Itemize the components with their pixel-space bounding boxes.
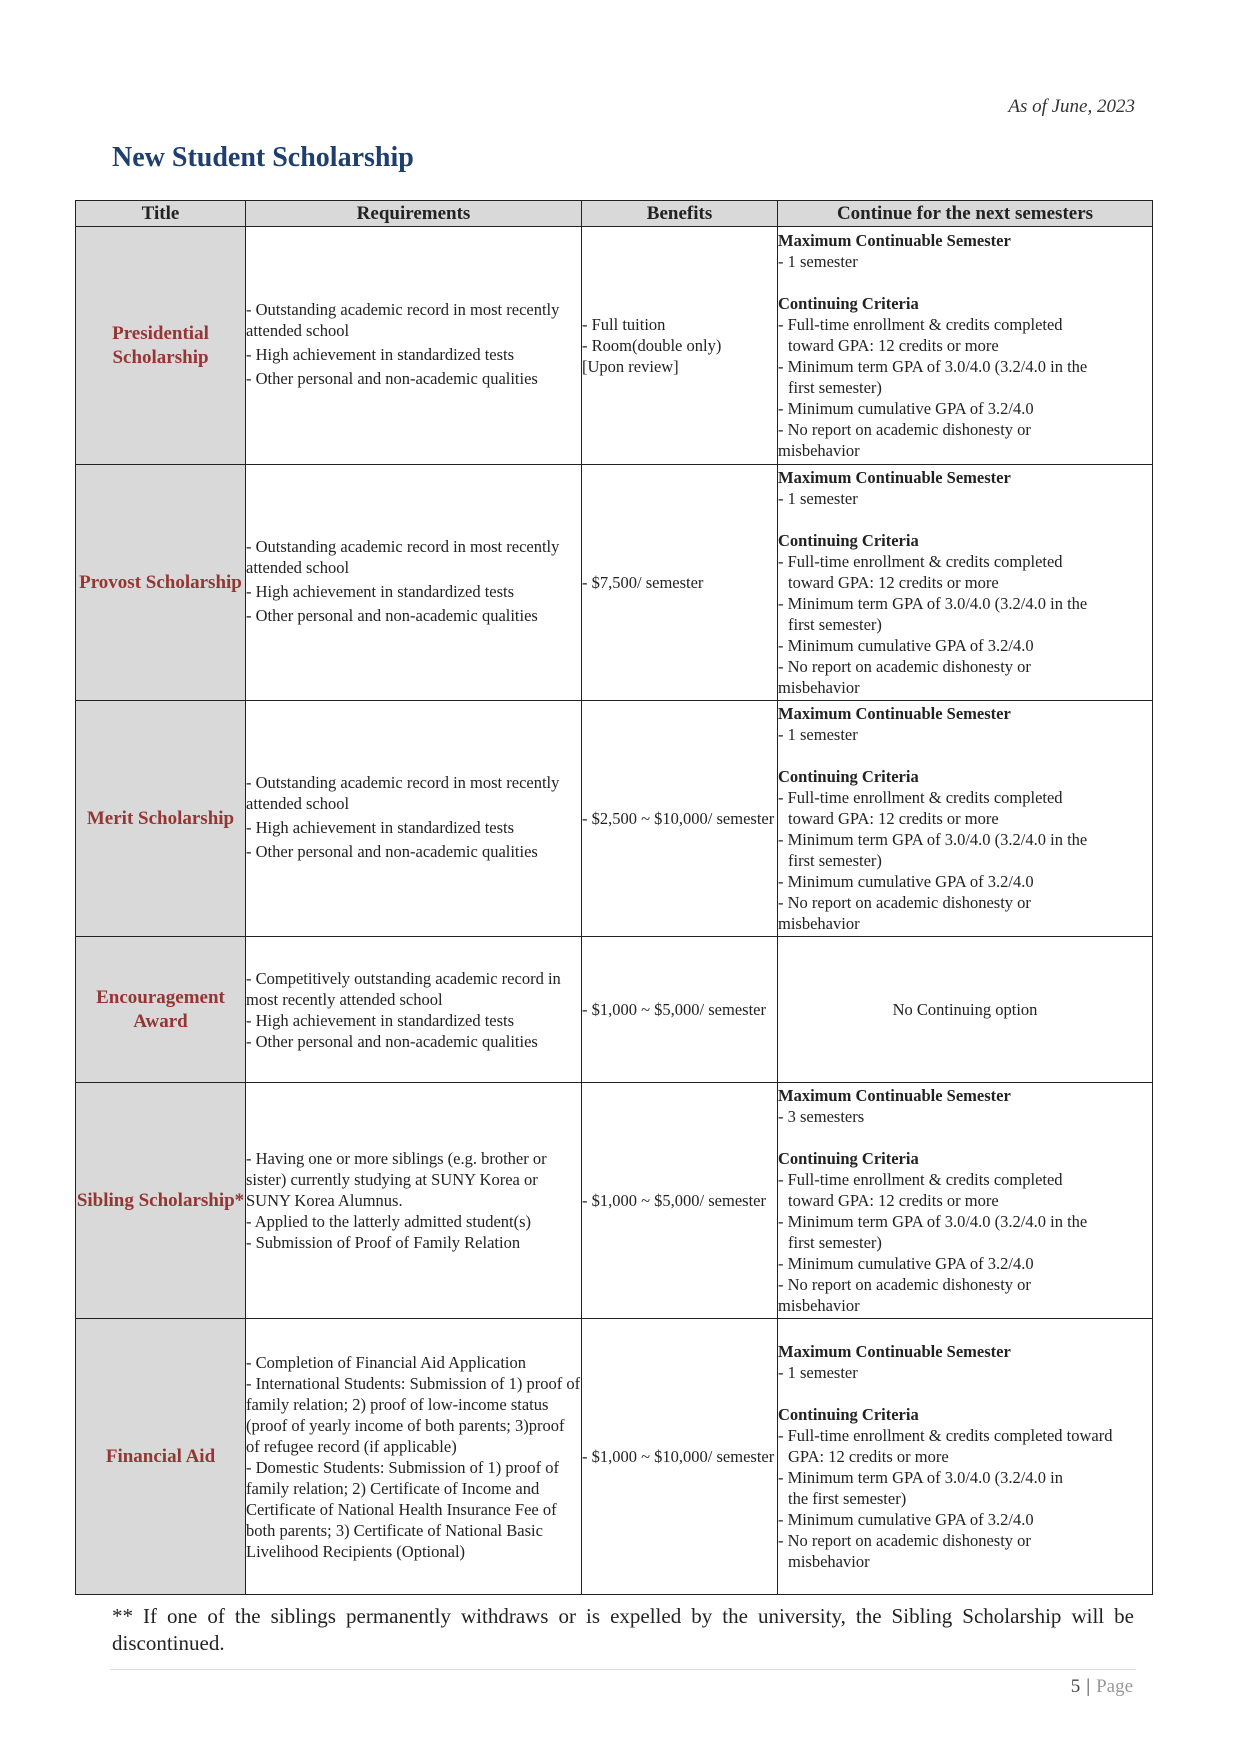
requirement-item: - Applied to the latterly admitted student(s) — [246, 1212, 532, 1231]
requirement-item: - Other personal and non-academic qualities — [246, 1031, 538, 1051]
criteria-item: - Minimum cumulative GPA of 3.2/4.0 — [778, 1254, 1034, 1273]
criteria-item: - No report on academic dishonesty or — [778, 657, 1031, 676]
criteria-item: - Full-time enrollment & credits completed — [778, 1170, 1063, 1189]
continue-cell — [778, 227, 1153, 465]
column-header-benefits: Benefits — [582, 201, 778, 227]
requirements-cell — [246, 1083, 582, 1319]
max-semester-heading: Maximum Continuable Semester — [778, 468, 1011, 487]
as-of-date: As of June, 2023 — [1008, 96, 1135, 117]
criteria-item: - Full-time enrollment & credits completed toward — [778, 1426, 1113, 1445]
criteria-item: toward GPA: 12 credits or more — [788, 809, 999, 828]
criteria-item: - Minimum term GPA of 3.0/4.0 (3.2/4.0 in — [778, 1468, 1063, 1487]
benefit-item: [Upon review] — [582, 357, 679, 376]
requirements-cell — [246, 1319, 582, 1595]
requirement-item: - Competitively outstanding academic record in most recently attended school — [246, 968, 561, 1009]
criteria-item: - Minimum term GPA of 3.0/4.0 (3.2/4.0 in the — [778, 357, 1088, 376]
requirement-item: - Having one or more siblings (e.g. brother or sister) currently studying at SUNY Korea or SUNY Korea Alumnus. — [246, 1149, 547, 1210]
footer-divider — [110, 1669, 1136, 1670]
scholarship-title: Provost Scholarship — [76, 465, 246, 701]
criteria-item: - No report on academic dishonesty or — [778, 893, 1031, 912]
criteria-heading: Continuing Criteria — [778, 1405, 919, 1424]
criteria-item: toward GPA: 12 credits or more — [788, 336, 999, 355]
criteria-item: toward GPA: 12 credits or more — [788, 1191, 999, 1210]
scholarship-title: Merit Scholarship — [76, 701, 246, 937]
criteria-item: GPA: 12 credits or more — [788, 1447, 949, 1466]
criteria-item: - No report on academic dishonesty or — [778, 1531, 1031, 1550]
criteria-item: - No report on academic dishonesty or — [778, 420, 1031, 439]
page-separator: | — [1086, 1676, 1091, 1697]
criteria-item: first semester) — [788, 851, 882, 870]
requirements-cell — [246, 465, 582, 701]
criteria-heading: Continuing Criteria — [778, 294, 919, 313]
scholarship-table — [75, 200, 1153, 1595]
scholarship-title: Sibling Scholarship* — [76, 1083, 246, 1319]
criteria-item: misbehavior — [778, 914, 860, 933]
no-continuing-option: No Continuing option — [892, 1000, 1038, 1019]
requirement-item: - Submission of Proof of Family Relation — [246, 1233, 521, 1252]
scholarship-title: Financial Aid — [76, 1319, 246, 1595]
benefits-cell — [582, 937, 778, 1083]
column-header-requirements: Requirements — [246, 201, 582, 227]
requirement-item: - Outstanding academic record in most recently attended school — [246, 300, 560, 340]
table-row — [76, 465, 1153, 701]
continue-cell — [778, 1319, 1153, 1595]
requirements-cell — [246, 937, 582, 1083]
criteria-item: - Minimum cumulative GPA of 3.2/4.0 — [778, 636, 1034, 655]
requirement-item: - Other personal and non-academic qualities — [246, 606, 538, 625]
continue-cell — [778, 1083, 1153, 1319]
criteria-item: toward GPA: 12 credits or more — [788, 573, 999, 592]
max-semester-value: - 3 semesters — [778, 1107, 865, 1126]
scholarship-title: Presidential Scholarship — [76, 227, 246, 465]
criteria-item: - Full-time enrollment & credits completed — [778, 552, 1063, 571]
table-header-row — [76, 201, 1153, 227]
max-semester-value: - 1 semester — [778, 489, 858, 508]
benefit-item: - Room(double only) — [582, 336, 722, 355]
table-row — [76, 1083, 1153, 1319]
table-row — [76, 937, 1153, 1083]
column-header-title: Title — [76, 201, 246, 227]
criteria-item: the first semester) — [788, 1489, 907, 1508]
requirement-item: - High achievement in standardized tests — [246, 345, 515, 364]
benefits-cell — [582, 227, 778, 465]
criteria-item: - Minimum term GPA of 3.0/4.0 (3.2/4.0 in the — [778, 830, 1088, 849]
table-row — [76, 701, 1153, 937]
criteria-heading: Continuing Criteria — [778, 531, 919, 550]
requirement-item: - International Students: Submission of 1) proof of family relation; 2) proof of low-income status (proof of yearly income of both parents; 3)proof of refugee record (if applicable) — [246, 1373, 581, 1456]
requirement-item: - Domestic Students: Submission of 1) proof of family relation; 2) Certificate of Income and Certificate of National Health Insurance Fee of both parents; 3) Certificate of National Basic Livelihood Recipients (Optional) — [246, 1457, 560, 1561]
requirements-cell — [246, 701, 582, 937]
requirement-item: - Outstanding academic record in most recently attended school — [246, 537, 560, 577]
requirements-cell — [246, 227, 582, 465]
page-number: 5 — [1070, 1676, 1081, 1697]
sibling-footnote: ** If one of the siblings permanently withdraws or is expelled by the university, the Sibling Scholarship will be discontinued. — [112, 1604, 1134, 1655]
max-semester-heading: Maximum Continuable Semester — [778, 1342, 1011, 1361]
benefit-item: - $1,000 ~ $10,000/ semester — [582, 1447, 775, 1466]
page-label: Page — [1096, 1676, 1133, 1697]
max-semester-value: - 1 semester — [778, 725, 858, 744]
criteria-item: - Full-time enrollment & credits completed — [778, 788, 1063, 807]
requirement-item: - High achievement in standardized tests — [246, 818, 515, 837]
benefit-item: - $1,000 ~ $5,000/ semester — [582, 1000, 766, 1019]
scholarship-title: Encouragement Award — [76, 937, 246, 1083]
max-semester-heading: Maximum Continuable Semester — [778, 704, 1011, 723]
max-semester-heading: Maximum Continuable Semester — [778, 1086, 1011, 1105]
criteria-item: - Minimum cumulative GPA of 3.2/4.0 — [778, 872, 1034, 891]
criteria-item: misbehavior — [778, 1296, 860, 1315]
criteria-heading: Continuing Criteria — [778, 1149, 919, 1168]
requirement-item: - High achievement in standardized tests — [246, 582, 515, 601]
criteria-item: misbehavior — [778, 678, 860, 697]
column-header-continue: Continue for the next semesters — [778, 201, 1153, 227]
benefits-cell — [582, 1319, 778, 1595]
benefits-cell — [582, 465, 778, 701]
benefits-cell — [582, 701, 778, 937]
benefit-item: - $7,500/ semester — [582, 573, 704, 592]
criteria-heading: Continuing Criteria — [778, 767, 919, 786]
criteria-item: first semester) — [788, 378, 882, 397]
requirement-item: - Other personal and non-academic qualities — [246, 369, 538, 388]
benefit-item: - $2,500 ~ $10,000/ semester — [582, 809, 775, 828]
requirement-item: - High achievement in standardized tests — [246, 1010, 515, 1030]
criteria-item: first semester) — [788, 615, 882, 634]
page-footer — [1071, 1676, 1133, 1698]
criteria-item: misbehavior — [788, 1552, 870, 1571]
benefit-item: - Full tuition — [582, 315, 666, 334]
max-semester-value: - 1 semester — [778, 1363, 858, 1382]
max-semester-value: - 1 semester — [778, 252, 858, 271]
criteria-item: - Minimum cumulative GPA of 3.2/4.0 — [778, 1510, 1034, 1529]
max-semester-heading: Maximum Continuable Semester — [778, 231, 1011, 250]
benefit-item: - $1,000 ~ $5,000/ semester — [582, 1191, 766, 1210]
criteria-item: - Minimum term GPA of 3.0/4.0 (3.2/4.0 in the — [778, 1212, 1088, 1231]
criteria-item: misbehavior — [778, 441, 860, 460]
table-row — [76, 227, 1153, 465]
table-row — [76, 1319, 1153, 1595]
page-title: New Student Scholarship — [112, 142, 414, 173]
criteria-item: - Minimum cumulative GPA of 3.2/4.0 — [778, 399, 1034, 418]
continue-cell — [778, 937, 1153, 1083]
requirement-item: - Other personal and non-academic qualities — [246, 842, 538, 861]
criteria-item: first semester) — [788, 1233, 882, 1252]
continue-cell — [778, 701, 1153, 937]
criteria-item: - Minimum term GPA of 3.0/4.0 (3.2/4.0 in the — [778, 594, 1088, 613]
benefits-cell — [582, 1083, 778, 1319]
continue-cell — [778, 465, 1153, 701]
criteria-item: - Full-time enrollment & credits completed — [778, 315, 1063, 334]
requirement-item: - Completion of Financial Aid Application — [246, 1352, 527, 1372]
requirement-item: - Outstanding academic record in most recently attended school — [246, 773, 560, 813]
criteria-item: - No report on academic dishonesty or — [778, 1275, 1031, 1294]
